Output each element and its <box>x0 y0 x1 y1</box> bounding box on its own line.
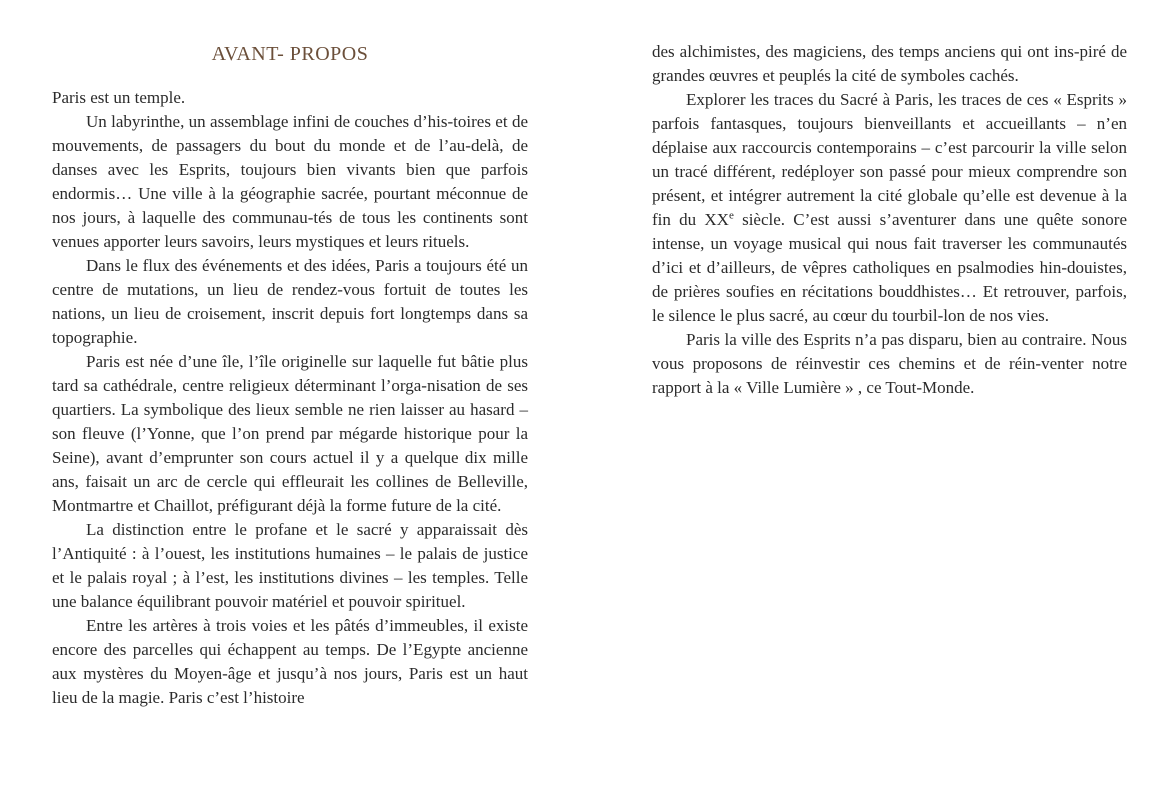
paragraph-text: siècle. C’est aussi s’aventurer dans une quête sonore intense, un voyage musical qui nous fait traverser les communautés d’ici et d’ailleurs, de vêpres catholiques en psalmodies hin-douistes, de prières soufies en récitations bouddhistes… Et retrouver, parfois, le silence le plus sacré, au cœur du tourbil-lon de nos vies. <box>652 210 1127 325</box>
paragraph-text: Explorer les traces du Sacré à Paris, les traces de ces « Esprits » parfois fantasques, toujours bienveillants et accueillants – n’en déplaise aux raccourcis contemporains – c’est parcourir la ville selon un tracé différent, redéployer son passé pour mieux comprendre son présent, et intégrer autrement la cité globale qu’elle est devenue à la fin du XX <box>652 90 1127 229</box>
paragraph: Paris la ville des Esprits n’a pas disparu, bien au contraire. Nous vous proposons de réinvestir ces chemins et de réin-venter notre rapport à la « Ville Lumière » , ce Tout-Monde. <box>652 330 1127 397</box>
paragraph: Un labyrinthe, un assemblage infini de couches d’his-toires et de mouvements, de passagers du bout du monde et de l’au-delà, de danses avec les Esprits, toujours bien vivants bien que parfois endormis… Une ville à la géographie sacrée, pourtant méconnue de nos jours, à laquelle des communau-tés de tous les continents sont venues apporter leurs savoirs, leurs mystiques et leurs rituels. <box>52 112 528 251</box>
paragraph: Entre les artères à trois voies et les pâtés d’immeubles, il existe encore des parcelles qui échappent au temps. De l’Egypte ancienne aux mystères du Moyen-âge et jusqu’à nos jours, Paris est un haut lieu de la magie. Paris c’est l’histoire <box>52 616 528 707</box>
right-page <box>652 0 1127 400</box>
left-page <box>52 0 528 710</box>
paragraph: des alchimistes, des magiciens, des temps anciens qui ont ins-piré de grandes œuvres et peuplés la cité de symboles cachés. <box>652 42 1127 85</box>
left-page-text <box>52 86 528 710</box>
page-title: AVANT- PROPOS <box>211 43 369 65</box>
paragraph: La distinction entre le profane et le sacré y apparaissait dès l’Antiquité : à l’ouest, les institutions humaines – le palais de justice et le palais royal ; à l’est, les institutions divines – les temples. Telle une balance équilibrant pouvoir matériel et pouvoir spirituel. <box>52 520 528 611</box>
paragraph <box>652 88 1127 328</box>
right-page-text <box>652 40 1127 400</box>
paragraph: Paris est un temple. <box>52 88 186 107</box>
superscript: e <box>728 209 734 222</box>
paragraph: Paris est née d’une île, l’île originelle sur laquelle fut bâtie plus tard sa cathédrale, centre religieux déterminant l’orga-nisation de ses quartiers. La symbolique des lieux semble ne rien laisser au hasard – son fleuve (l’Yonne, que l’on prend par mégarde historique pour la Seine), avant d’emprunter son cours actuel il y a quelque dix mille ans, faisait un arc de cercle qui effleurait les collines de Belleville, Montmartre et Chaillot, préfigurant déjà la forme future de la cité. <box>52 352 528 515</box>
paragraph: Dans le flux des événements et des idées, Paris a toujours été un centre de mutations, un lieu de rendez-vous fortuit de toutes les nations, un lieu de croisement, inscrit depuis fort longtemps dans sa topographie. <box>52 256 528 347</box>
